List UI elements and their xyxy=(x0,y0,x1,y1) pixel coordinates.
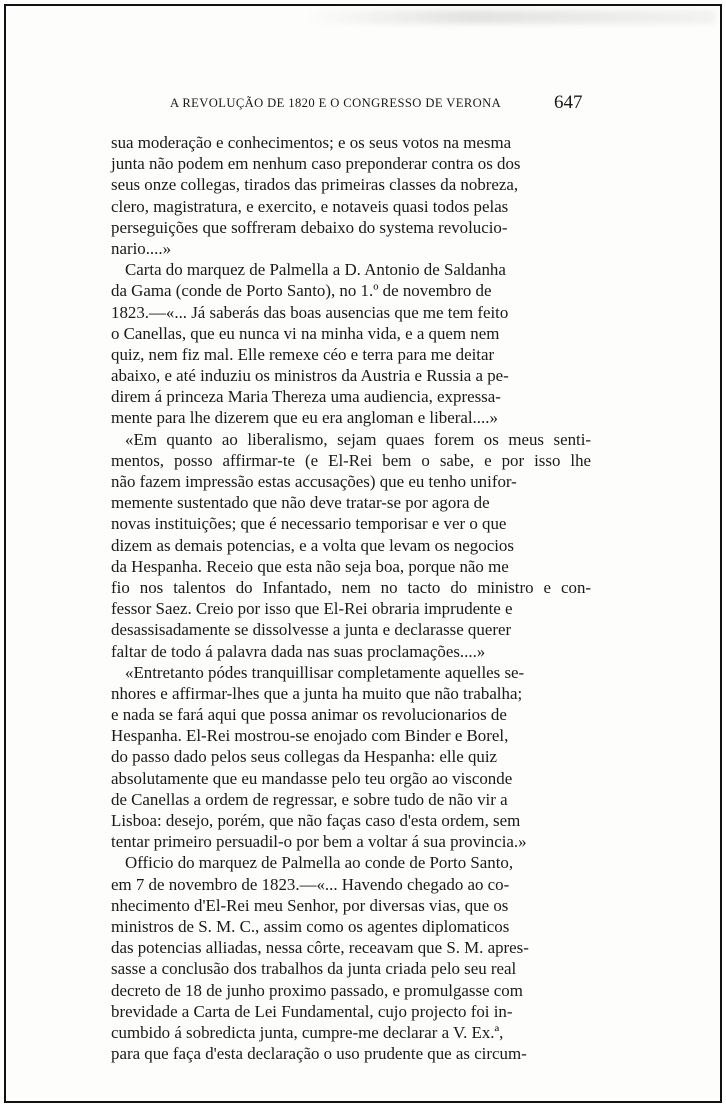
text-line-content: ministros de S. M. C., assim como os agentes diplomaticos xyxy=(111,916,510,936)
text-line xyxy=(111,174,591,195)
text-line xyxy=(111,789,591,810)
text-line xyxy=(111,937,591,958)
text-line xyxy=(111,1001,591,1022)
text-line xyxy=(111,302,591,323)
text-line xyxy=(111,980,591,1001)
text-line-content: quiz, nem fiz mal. Elle remexe céo e terra para me deitar xyxy=(111,344,495,364)
text-line-content: faltar de todo á palavra dada nas suas proclamações....» xyxy=(111,641,486,661)
text-line xyxy=(111,280,591,301)
text-line-content: mentos, posso affirmar-te (e El-Rei bem o sabe, e por isso lhe xyxy=(111,450,592,470)
text-line xyxy=(111,598,591,619)
text-line-content: Hespanha. El-Rei mostrou-se enojado com Binder e Borel, xyxy=(111,726,509,746)
text-line-content: decreto de 18 de junho proximo passado, e promulgasse com xyxy=(111,980,523,1000)
text-line-content: perseguições que soffreram debaixo do systema revolucio- xyxy=(111,217,508,237)
text-line xyxy=(111,619,591,640)
text-line-content: cumbido á sobredicta junta, cumpre-me declarar a V. Ex.ª, xyxy=(111,1022,504,1042)
text-line xyxy=(111,386,591,407)
text-line-content: junta não podem em nenhum caso preponderar contra os dos xyxy=(111,154,521,174)
text-line xyxy=(111,450,591,471)
text-line xyxy=(111,704,591,725)
text-line-content: nario....» xyxy=(111,238,172,258)
text-line-content: Officio do marquez de Palmella ao conde de Porto Santo, xyxy=(125,853,514,873)
text-line xyxy=(111,535,591,556)
text-line-content: fio nos talentos do Infantado, nem no tacto do ministro e con- xyxy=(111,577,592,597)
text-line-content: seus onze collegas, tirados das primeiras classes da nobreza, xyxy=(111,175,519,195)
text-line xyxy=(111,662,591,683)
text-line xyxy=(111,577,591,598)
text-line-content: novas instituições; que é necessario temporisar e ver o que xyxy=(111,514,507,534)
text-line-content: direm á princeza Maria Thereza uma audiencia, expressa- xyxy=(111,387,501,407)
text-line-content: não fazem impressão estas accusações) que eu tenho unifor- xyxy=(111,472,517,491)
text-line-content: o Canellas, que eu nunca vi na minha vida, e a quem nem xyxy=(111,323,500,343)
text-line xyxy=(111,429,591,450)
text-line-content: da Gama (conde de Porto Santo), no 1.º de novembro de xyxy=(111,281,492,301)
text-line-content: brevidade a Carta de Lei Fundamental, cujo projecto foi in- xyxy=(111,1001,513,1021)
text-line-content: mente para lhe dizerem que eu era angloman e liberal....» xyxy=(111,408,498,428)
text-line xyxy=(111,238,591,259)
text-line-content: «Entretanto pódes tranquillisar completamente aquelles se- xyxy=(125,662,525,682)
text-line xyxy=(111,895,591,916)
text-line xyxy=(111,958,591,979)
text-line-content: abaixo, e até induziu os ministros da Austria e Russia a pe- xyxy=(111,366,509,386)
text-line-content: nhecimento d'El-Rei meu Senhor, por diversas vias, que os xyxy=(111,895,509,915)
text-line xyxy=(111,1022,591,1043)
text-line xyxy=(111,471,591,492)
text-line xyxy=(111,1043,591,1064)
text-line xyxy=(111,196,591,217)
text-line xyxy=(111,492,591,513)
text-line-content: sasse a conclusão dos trabalhos da junta criada pelo seu real xyxy=(111,959,517,979)
text-line-content: «Em quanto ao liberalismo, sejam quaes forem os meus senti- xyxy=(125,429,592,449)
text-line-content: da Hespanha. Receio que esta não seja boa, porque não me xyxy=(111,556,509,576)
text-line-content: Carta do marquez de Palmella a D. Antonio de Saldanha xyxy=(125,260,506,280)
text-line xyxy=(111,852,591,873)
text-line-content: clero, magistratura, e exercito, e notaveis quasi todos pelas xyxy=(111,196,509,216)
text-line-content: de Canellas a ordem de regressar, e sobre tudo de não vir a xyxy=(111,789,508,809)
text-line-content: desassisadamente se dissolvesse a junta e declarasse querer xyxy=(111,620,512,640)
text-line xyxy=(111,746,591,767)
text-line xyxy=(111,513,591,534)
text-line xyxy=(111,217,591,238)
text-line xyxy=(111,683,591,704)
text-line xyxy=(111,323,591,344)
text-line xyxy=(111,768,591,789)
text-line-content: em 7 de novembro de 1823.—«... Havendo chegado ao co- xyxy=(111,874,510,894)
body-text xyxy=(111,132,591,1064)
text-line xyxy=(111,725,591,746)
text-line xyxy=(111,153,591,174)
text-line xyxy=(111,132,591,153)
page-header xyxy=(6,92,720,116)
text-line-content: das potencias alliadas, nessa côrte, receavam que S. M. apres- xyxy=(111,938,529,958)
text-line xyxy=(111,831,591,852)
text-line xyxy=(111,916,591,937)
text-line-content: e nada se fará aqui que possa animar os revolucionarios de xyxy=(111,705,507,725)
text-line-content: sua moderação e conhecimentos; e os seus votos na mesma xyxy=(111,133,512,152)
text-line-content: 1823.—«... Já saberás das boas ausencias que me tem feito xyxy=(111,302,509,322)
text-line-content: para que faça d'esta declaração o uso prudente que as circum- xyxy=(111,1044,527,1064)
book-page xyxy=(4,4,722,1103)
text-line-content: tentar primeiro persuadil-o por bem a voltar á sua provincia.» xyxy=(111,832,527,852)
page-stain xyxy=(306,10,716,24)
text-line xyxy=(111,259,591,280)
text-line-content: dizem as demais potencias, e a volta que levam os negocios xyxy=(111,535,514,555)
text-line xyxy=(111,810,591,831)
text-line xyxy=(111,407,591,428)
text-line-content: nhores e affirmar-lhes que a junta ha muito que não trabalha; xyxy=(111,683,523,703)
text-line xyxy=(111,344,591,365)
text-line xyxy=(111,641,591,662)
page-number: 647 xyxy=(554,92,583,113)
text-line-content: do passo dado pelos seus collegas da Hespanha: elle quiz xyxy=(111,747,498,767)
text-line xyxy=(111,365,591,386)
text-line-content: fessor Saez. Creio por isso que El-Rei obraria imprudente e xyxy=(111,599,513,619)
text-line-content: Lisboa: desejo, porém, que não faças caso d'esta ordem, sem xyxy=(111,811,521,830)
text-line xyxy=(111,556,591,577)
text-line-content: memente sustentado que não deve tratar-se por agora de xyxy=(111,493,490,513)
text-line-content: absolutamente que eu mandasse pelo teu orgão ao visconde xyxy=(111,768,513,788)
text-line xyxy=(111,874,591,895)
running-title: A REVOLUÇÃO DE 1820 E O CONGRESSO DE VERONA xyxy=(170,96,502,110)
